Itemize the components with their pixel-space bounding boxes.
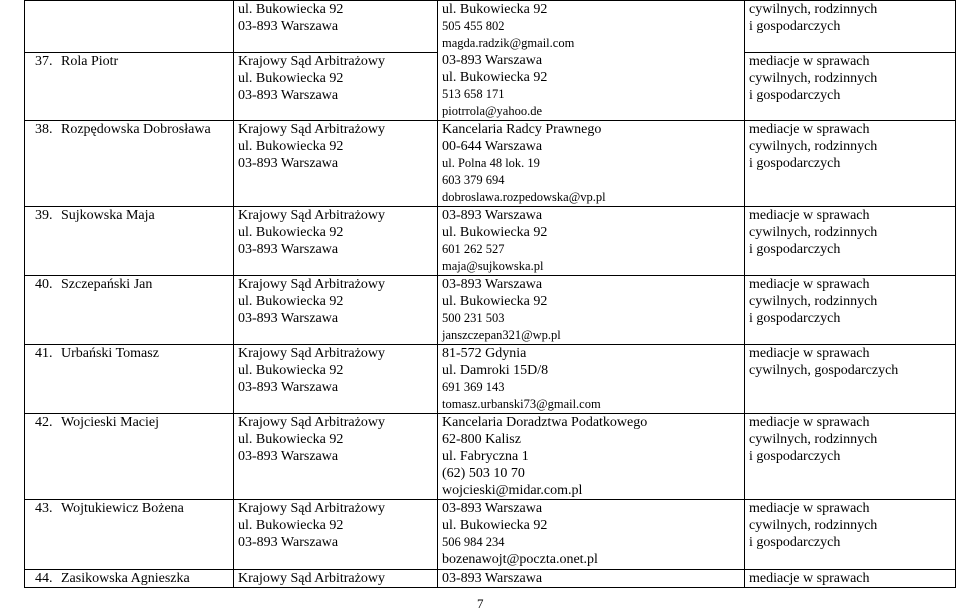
contact-line: wojcieski@midar.com.pl [442,483,583,498]
scope-line: i gospodarczych [749,156,841,171]
scope-line: i gospodarczych [749,449,841,464]
organization-line: 03-893 Warszawa [238,380,339,395]
organization-cell [234,53,438,121]
entry-number: 43. [35,501,53,516]
organization-line: Krajowy Sąd Arbitrażowy [238,501,385,516]
scope-line: i gospodarczych [749,311,841,326]
contact-line: 691 369 143 [442,380,505,394]
contact-line: 03-893 Warszawa [442,501,543,516]
page-number: 7 [477,596,484,611]
name-cell [25,121,234,207]
register-body [25,1,956,588]
mediator-name: Sujkowska Maja [61,208,155,223]
organization-line: ul. Bukowiecka 92 [238,363,344,378]
contact-line: ul. Bukowiecka 92 [442,2,548,17]
contact-line: Kancelaria Doradztwa Podatkowego [442,415,648,430]
organization-line: ul. Bukowiecka 92 [238,518,344,533]
scope-line: mediacje w sprawach [749,415,870,430]
scope-cell [745,500,956,570]
contact-cell [438,570,745,588]
scope-line: mediacje w sprawach [749,346,870,361]
scope-line: cywilnych, gospodarczych [749,363,899,378]
contact-cell [438,1,745,121]
scope-line: i gospodarczych [749,19,841,34]
organization-line: ul. Bukowiecka 92 [238,225,344,240]
name-cell [25,276,234,345]
table-row-continued [25,1,956,53]
name-cell [25,345,234,414]
organization-line: Krajowy Sąd Arbitrażowy [238,415,385,430]
entry-number: 44. [35,571,53,586]
table-row [25,345,956,414]
scope-cell [745,345,956,414]
scope-cell [745,570,956,588]
organization-line: 03-893 Warszawa [238,19,339,34]
contact-line: ul. Bukowiecka 92 [442,225,548,240]
contact-line: ul. Bukowiecka 92 [442,70,548,85]
mediator-register-table [24,0,956,588]
contact-line: 603 379 694 [442,173,505,187]
contact-line: dobroslawa.rozpedowska@vp.pl [442,190,606,204]
organization-line: 03-893 Warszawa [238,311,339,326]
contact-line: 03-893 Warszawa [442,571,543,586]
scope-line: cywilnych, rodzinnych [749,2,878,17]
scope-line: i gospodarczych [749,535,841,550]
entry-number: 42. [35,415,53,430]
contact-line: ul. Damroki 15D/8 [442,363,549,378]
name-cell [25,1,234,53]
name-cell [25,207,234,276]
scope-line: cywilnych, rodzinnych [749,518,878,533]
organization-line: 03-893 Warszawa [238,242,339,257]
organization-line: Krajowy Sąd Arbitrażowy [238,208,385,223]
organization-line: ul. Bukowiecka 92 [238,139,344,154]
entry-number: 37. [35,54,53,70]
contact-line: ul. Bukowiecka 92 [442,518,548,533]
table-row [25,570,956,588]
contact-line: 601 262 527 [442,242,505,256]
entry-number: 38. [35,122,53,137]
contact-line: 62-800 Kalisz [442,432,521,447]
scope-line: mediacje w sprawach [749,571,870,586]
organization-cell [234,276,438,345]
contact-cell [438,121,745,207]
organization-line: ul. Bukowiecka 92 [238,294,344,309]
table-row [25,414,956,500]
contact-line: magda.radzik@gmail.com [442,36,575,50]
contact-line: bozenawojt@poczta.onet.pl [442,552,598,567]
contact-line: ul. Polna 48 lok. 19 [442,156,540,170]
contact-line: 03-893 Warszawa [442,277,543,292]
contact-line: (62) 503 10 70 [442,466,525,481]
table-row [25,207,956,276]
entry-number: 40. [35,277,53,292]
mediator-name: Szczepański Jan [61,277,153,292]
mediator-name: Rola Piotr [61,54,119,70]
organization-line: 03-893 Warszawa [238,449,339,464]
contact-line: ul. Bukowiecka 92 [442,294,548,309]
contact-line: tomasz.urbanski73@gmail.com [442,397,601,411]
mediator-name: Zasikowska Agnieszka [61,571,190,586]
scope-line: cywilnych, rodzinnych [749,139,878,154]
scope-cell [745,276,956,345]
contact-line: 03-893 Warszawa [442,208,543,223]
contact-cell [438,345,745,414]
contact-line: 513 658 171 [442,87,505,101]
name-cell [25,53,234,121]
scope-cell [745,1,956,53]
organization-line: Krajowy Sąd Arbitrażowy [238,571,385,586]
scope-line: mediacje w sprawach [749,501,870,516]
scope-line: cywilnych, rodzinnych [749,432,878,447]
contact-cell [438,207,745,276]
table-row [25,276,956,345]
contact-cell [438,414,745,500]
contact-line: 03-893 Warszawa [442,53,543,68]
contact-line: 00-644 Warszawa [442,139,543,154]
contact-cell [438,276,745,345]
contact-line: 500 231 503 [442,311,505,325]
organization-cell [234,345,438,414]
organization-line: ul. Bukowiecka 92 [238,2,344,17]
organization-cell [234,121,438,207]
scope-line: mediacje w sprawach [749,122,870,137]
organization-cell [234,207,438,276]
contact-line: 81-572 Gdynia [442,346,527,361]
organization-line: 03-893 Warszawa [238,88,339,104]
organization-line: Krajowy Sąd Arbitrażowy [238,54,385,70]
contact-line: piotrrola@yahoo.de [442,104,543,118]
mediator-name: Urbański Tomasz [61,346,159,361]
entry-number: 41. [35,346,53,361]
organization-cell [234,570,438,588]
contact-line: ul. Fabryczna 1 [442,449,529,464]
mediator-name: Wojtukiewicz Bożena [61,501,184,516]
organization-line: Krajowy Sąd Arbitrażowy [238,122,385,137]
scope-cell [745,53,956,121]
table-row [25,121,956,207]
table-row [25,500,956,570]
contact-line: janszczepan321@wp.pl [442,328,561,342]
organization-line: Krajowy Sąd Arbitrażowy [238,277,385,292]
scope-line: mediacje w sprawach [749,277,870,292]
name-cell [25,570,234,588]
contact-line: 506 984 234 [442,535,505,549]
contact-line: 505 455 802 [442,19,505,33]
organization-line: Krajowy Sąd Arbitrażowy [238,346,385,361]
contact-line: maja@sujkowska.pl [442,259,544,273]
scope-line: i gospodarczych [749,242,841,257]
scope-cell [745,414,956,500]
scope-cell [745,207,956,276]
organization-line: 03-893 Warszawa [238,156,339,171]
organization-cell [234,1,438,53]
contact-cell [438,500,745,570]
name-cell [25,414,234,500]
organization-cell [234,500,438,570]
organization-cell [234,414,438,500]
contact-line: Kancelaria Radcy Prawnego [442,122,602,137]
scope-cell [745,121,956,207]
scope-line: cywilnych, rodzinnych [749,294,878,309]
mediator-name: Rozpędowska Dobrosława [61,122,211,137]
scope-line: cywilnych, rodzinnych [749,225,878,240]
scope-line: i gospodarczych [749,88,841,104]
mediator-name: Wojcieski Maciej [61,415,160,430]
entry-number: 39. [35,208,53,223]
organization-line: ul. Bukowiecka 92 [238,71,344,87]
name-cell [25,500,234,570]
scope-line: mediacje w sprawach [749,54,870,70]
organization-line: ul. Bukowiecka 92 [238,432,344,447]
scope-line: cywilnych, rodzinnych [749,71,878,87]
scope-line: mediacje w sprawach [749,208,870,223]
organization-line: 03-893 Warszawa [238,535,339,550]
